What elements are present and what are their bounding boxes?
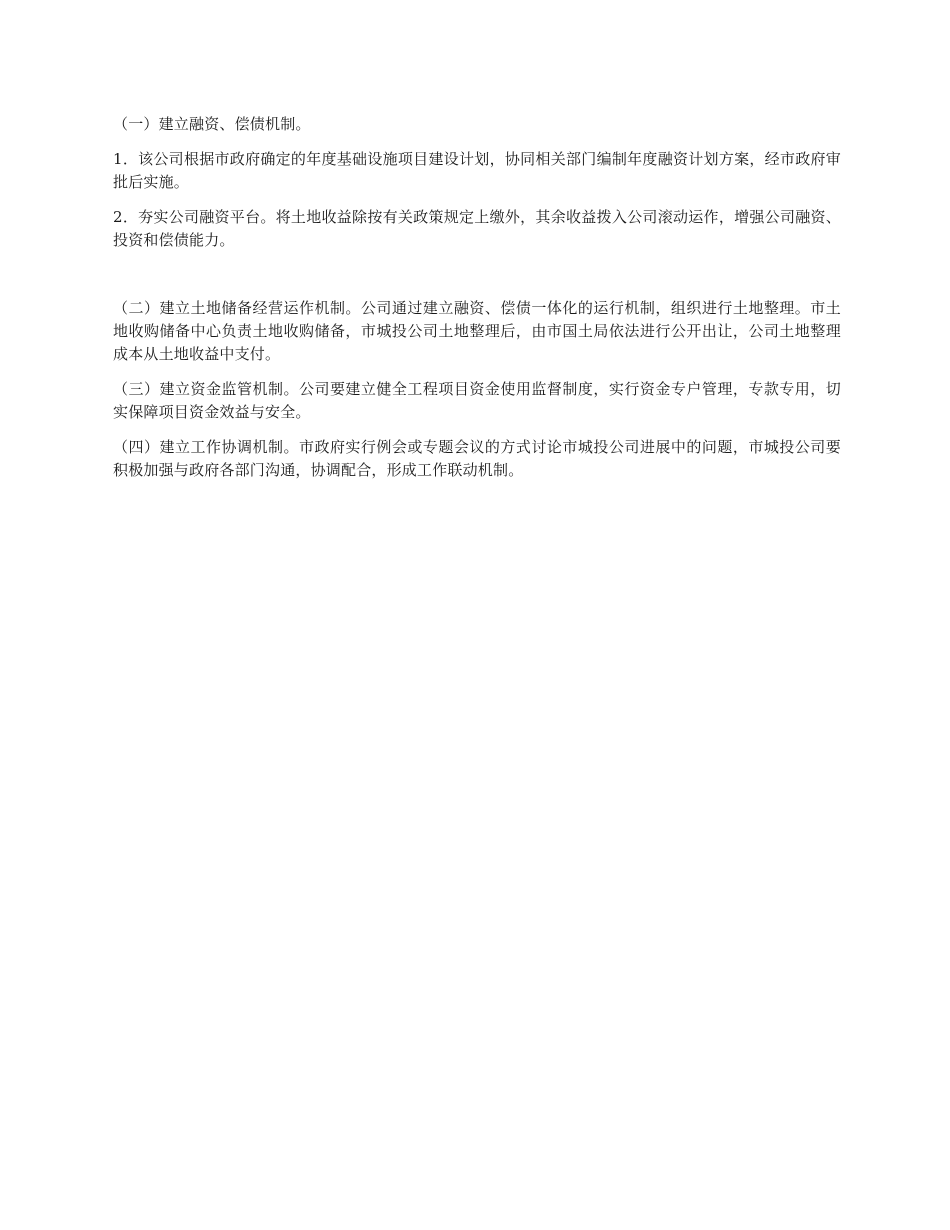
list-item-financing-plan: 1．该公司根据市政府确定的年度基础设施项目建设计划，协同相关部门编制年度融资计划方案，经市政府审批后实施。 [113, 150, 841, 191]
section-heading-financing: （一）建立融资、偿债机制。 [113, 115, 311, 133]
list-item-financing-platform: 2．夯实公司融资平台。将土地收益除按有关政策规定上缴外，其余收益拨入公司滚动运作，增强公司融资、投资和偿债能力。 [113, 208, 841, 249]
document-page [113, 113, 841, 494]
section-land-reserve: （二）建立土地储备经营运作机制。公司通过建立融资、偿债一体化的运行机制，组织进行土地整理。市土地收购储备中心负责土地收购储备，市城投公司土地整理后，由市国土局依法进行公开出让，公司土地整理成本从土地收益中支付。 [113, 299, 841, 363]
paragraph-spacer [113, 264, 841, 297]
section-fund-supervision: （三）建立资金监管机制。公司要建立健全工程项目资金使用监督制度，实行资金专户管理，专款专用，切实保障项目资金效益与安全。 [113, 380, 841, 421]
section-work-coordination: （四）建立工作协调机制。市政府实行例会或专题会议的方式讨论市城投公司进展中的问题，市城投公司要积极加强与政府各部门沟通，协调配合，形成工作联动机制。 [113, 438, 841, 479]
